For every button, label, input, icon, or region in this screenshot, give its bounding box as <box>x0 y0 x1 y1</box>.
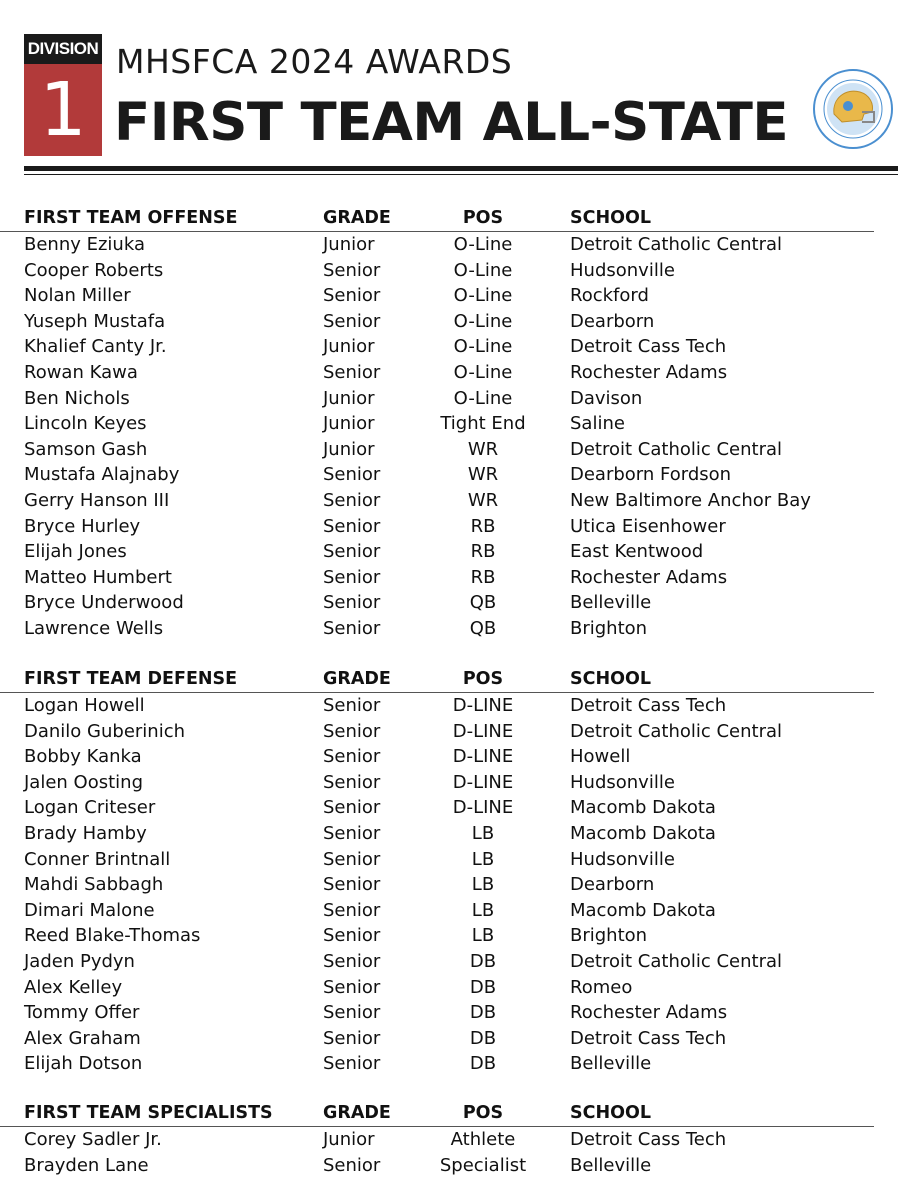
player-grade: Senior <box>323 899 381 921</box>
player-position: DB <box>469 976 497 998</box>
player-school: Howell <box>570 746 631 768</box>
player-position: QB <box>469 592 497 614</box>
player-school: Romeo <box>570 976 633 998</box>
player-position: RB <box>470 566 496 588</box>
player-grade: Senior <box>323 1154 381 1176</box>
player-grade: Senior <box>323 259 381 281</box>
player-grade: Senior <box>323 848 381 870</box>
table-row <box>0 949 898 975</box>
player-name: Corey Sadler Jr. <box>24 1129 162 1150</box>
grade-column-header: GRADE <box>323 1103 391 1123</box>
table-row <box>0 462 898 488</box>
player-name: Mahdi Sabbagh <box>24 874 164 896</box>
player-name: Bryce Hurley <box>24 515 141 537</box>
player-name: Gerry Hanson III <box>24 489 170 511</box>
division-badge <box>24 34 102 156</box>
player-name: Reed Blake-Thomas <box>24 925 201 947</box>
player-grade: Junior <box>323 413 375 435</box>
section-1 <box>0 666 898 1077</box>
player-name: Nolan Miller <box>24 285 131 307</box>
player-grade: Senior <box>323 617 381 639</box>
player-name: Bobby Kanka <box>24 746 142 768</box>
page-title: FIRST TEAM ALL-STATE <box>114 92 789 153</box>
player-school: Dearborn <box>570 310 655 332</box>
mhsfca-logo-icon <box>812 68 894 150</box>
table-row <box>0 334 898 360</box>
player-school: Detroit Cass Tech <box>570 1027 727 1049</box>
player-position: WR <box>467 464 499 486</box>
player-grade: Senior <box>323 874 381 896</box>
player-grade: Senior <box>323 950 381 972</box>
player-school: Hudsonville <box>570 771 675 793</box>
player-position: D-LINE <box>452 771 514 793</box>
player-school: Macomb Dakota <box>570 797 716 819</box>
player-school: Hudsonville <box>570 259 675 281</box>
header-rule-thin <box>24 174 898 175</box>
player-grade: Senior <box>323 566 381 588</box>
player-position: O-Line <box>453 361 513 383</box>
player-grade: Senior <box>323 976 381 998</box>
player-position: Athlete <box>450 1129 516 1150</box>
player-name: Lincoln Keyes <box>24 413 147 435</box>
player-school: New Baltimore Anchor Bay <box>570 489 811 511</box>
pos-column-header: POS <box>462 1103 504 1123</box>
player-position: O-Line <box>453 234 513 255</box>
table-row <box>0 360 898 386</box>
player-name: Brady Hamby <box>24 822 147 844</box>
player-name: Samson Gash <box>24 438 148 460</box>
section-header <box>0 205 874 232</box>
player-school: Belleville <box>570 1154 652 1176</box>
pos-column-header: POS <box>462 669 504 689</box>
section-2 <box>0 1100 898 1178</box>
player-position: DB <box>469 1053 497 1075</box>
player-grade: Senior <box>323 464 381 486</box>
table-row <box>0 847 898 873</box>
player-name: Danilo Guberinich <box>24 720 186 742</box>
player-position: DB <box>469 1027 497 1049</box>
player-grade: Junior <box>323 438 375 460</box>
table-row <box>0 1051 898 1077</box>
player-name: Elijah Dotson <box>24 1053 143 1075</box>
player-name: Yuseph Mustafa <box>24 310 166 332</box>
player-school: Dearborn Fordson <box>570 464 732 486</box>
player-position: DB <box>469 950 497 972</box>
player-grade: Junior <box>323 336 375 358</box>
table-row <box>0 437 898 463</box>
player-name: Brayden Lane <box>24 1154 149 1176</box>
player-school: Hudsonville <box>570 848 675 870</box>
section-header <box>0 666 874 693</box>
page-subtitle: MHSFCA 2024 AWARDS <box>116 42 513 81</box>
table-row <box>0 795 898 821</box>
player-position: Specialist <box>439 1154 527 1176</box>
player-position: O-Line <box>453 259 513 281</box>
player-name: Alex Kelley <box>24 976 123 998</box>
player-name: Alex Graham <box>24 1027 141 1049</box>
section-title: FIRST TEAM SPECIALISTS <box>24 1103 273 1123</box>
table-row <box>0 1026 898 1052</box>
player-name: Logan Howell <box>24 695 145 716</box>
player-school: Davison <box>570 387 643 409</box>
player-position: DB <box>469 1002 497 1024</box>
table-row <box>0 539 898 565</box>
player-grade: Senior <box>323 1053 381 1075</box>
table-row <box>0 1127 898 1153</box>
player-name: Matteo Humbert <box>24 566 172 588</box>
table-row <box>0 488 898 514</box>
table-row <box>0 283 898 309</box>
player-school: Rockford <box>570 285 649 307</box>
player-school: East Kentwood <box>570 541 704 563</box>
player-grade: Senior <box>323 797 381 819</box>
table-row <box>0 744 898 770</box>
player-grade: Senior <box>323 285 381 307</box>
grade-column-header: GRADE <box>323 208 391 228</box>
player-grade: Senior <box>323 720 381 742</box>
player-position: LB <box>471 848 495 870</box>
player-school: Detroit Catholic Central <box>570 438 783 460</box>
player-name: Khalief Canty Jr. <box>24 336 167 358</box>
player-position: LB <box>471 899 495 921</box>
table-row <box>0 232 898 258</box>
player-school: Rochester Adams <box>570 361 728 383</box>
player-grade: Senior <box>323 361 381 383</box>
table-row <box>0 923 898 949</box>
player-school: Detroit Catholic Central <box>570 720 783 742</box>
player-grade: Senior <box>323 515 381 537</box>
division-number: 1 <box>39 67 87 153</box>
player-grade: Senior <box>323 592 381 614</box>
player-school: Detroit Catholic Central <box>570 234 783 255</box>
player-position: O-Line <box>453 336 513 358</box>
player-position: WR <box>467 489 499 511</box>
player-school: Rochester Adams <box>570 566 728 588</box>
player-grade: Senior <box>323 541 381 563</box>
player-school: Dearborn <box>570 874 655 896</box>
player-name: Jalen Oosting <box>24 771 143 793</box>
player-position: D-LINE <box>452 797 514 819</box>
table-row <box>0 821 898 847</box>
player-position: RB <box>470 515 496 537</box>
player-name: Lawrence Wells <box>24 617 164 639</box>
table-row <box>0 1000 898 1026</box>
player-school: Detroit Cass Tech <box>570 336 727 358</box>
player-position: D-LINE <box>452 720 514 742</box>
grade-column-header: GRADE <box>323 669 391 689</box>
player-position: O-Line <box>453 310 513 332</box>
player-school: Belleville <box>570 1053 652 1075</box>
player-grade: Senior <box>323 695 381 716</box>
school-column-header: SCHOOL <box>570 669 651 689</box>
table-row <box>0 872 898 898</box>
player-position: O-Line <box>453 285 513 307</box>
school-column-header: SCHOOL <box>570 208 651 228</box>
player-school: Saline <box>570 413 625 435</box>
player-position: D-LINE <box>452 746 514 768</box>
school-column-header: SCHOOL <box>570 1103 651 1123</box>
player-school: Belleville <box>570 592 652 614</box>
player-name: Dimari Malone <box>24 899 155 921</box>
player-position: D-LINE <box>452 695 514 716</box>
player-grade: Senior <box>323 1027 381 1049</box>
table-row <box>0 898 898 924</box>
player-school: Detroit Cass Tech <box>570 695 727 716</box>
player-position: QB <box>469 617 497 639</box>
player-position: O-Line <box>453 387 513 409</box>
table-row <box>0 590 898 616</box>
player-school: Utica Eisenhower <box>570 515 726 537</box>
player-position: RB <box>470 541 496 563</box>
table-row <box>0 565 898 591</box>
player-position: LB <box>471 822 495 844</box>
header-rule-thick <box>24 166 898 171</box>
player-school: Macomb Dakota <box>570 822 716 844</box>
table-row <box>0 719 898 745</box>
player-school: Brighton <box>570 925 648 947</box>
player-name: Mustafa Alajnaby <box>24 464 180 486</box>
section-0 <box>0 205 898 642</box>
player-school: Brighton <box>570 617 648 639</box>
player-school: Detroit Cass Tech <box>570 1129 727 1150</box>
player-name: Rowan Kawa <box>24 361 138 383</box>
division-label: DIVISION <box>24 34 102 64</box>
player-name: Ben Nichols <box>24 387 130 409</box>
player-name: Conner Brintnall <box>24 848 171 870</box>
player-grade: Senior <box>323 771 381 793</box>
player-position: WR <box>467 438 499 460</box>
player-position: Tight End <box>440 413 526 435</box>
player-grade: Senior <box>323 489 381 511</box>
table-row <box>0 1153 898 1179</box>
table-row <box>0 975 898 1001</box>
player-name: Benny Eziuka <box>24 234 145 255</box>
player-name: Tommy Offer <box>24 1002 140 1024</box>
player-grade: Senior <box>323 1002 381 1024</box>
table-row <box>0 309 898 335</box>
player-name: Cooper Roberts <box>24 259 164 281</box>
player-name: Jaden Pydyn <box>24 950 135 972</box>
player-grade: Senior <box>323 746 381 768</box>
player-school: Rochester Adams <box>570 1002 728 1024</box>
table-row <box>0 616 898 642</box>
section-title: FIRST TEAM DEFENSE <box>24 669 238 689</box>
table-row <box>0 258 898 284</box>
player-position: LB <box>471 925 495 947</box>
player-name: Elijah Jones <box>24 541 127 563</box>
player-name: Bryce Underwood <box>24 592 184 614</box>
pos-column-header: POS <box>462 208 504 228</box>
table-row <box>0 514 898 540</box>
table-row <box>0 770 898 796</box>
section-title: FIRST TEAM OFFENSE <box>24 208 238 228</box>
player-name: Logan Criteser <box>24 797 156 819</box>
table-row <box>0 386 898 412</box>
table-row <box>0 411 898 437</box>
player-school: Detroit Catholic Central <box>570 950 783 972</box>
player-grade: Senior <box>323 925 381 947</box>
player-school: Macomb Dakota <box>570 899 716 921</box>
player-grade: Senior <box>323 822 381 844</box>
player-position: LB <box>471 874 495 896</box>
table-row <box>0 693 898 719</box>
player-grade: Junior <box>323 234 375 255</box>
player-grade: Junior <box>323 1129 375 1150</box>
player-grade: Junior <box>323 387 375 409</box>
player-grade: Senior <box>323 310 381 332</box>
section-header <box>0 1100 874 1127</box>
